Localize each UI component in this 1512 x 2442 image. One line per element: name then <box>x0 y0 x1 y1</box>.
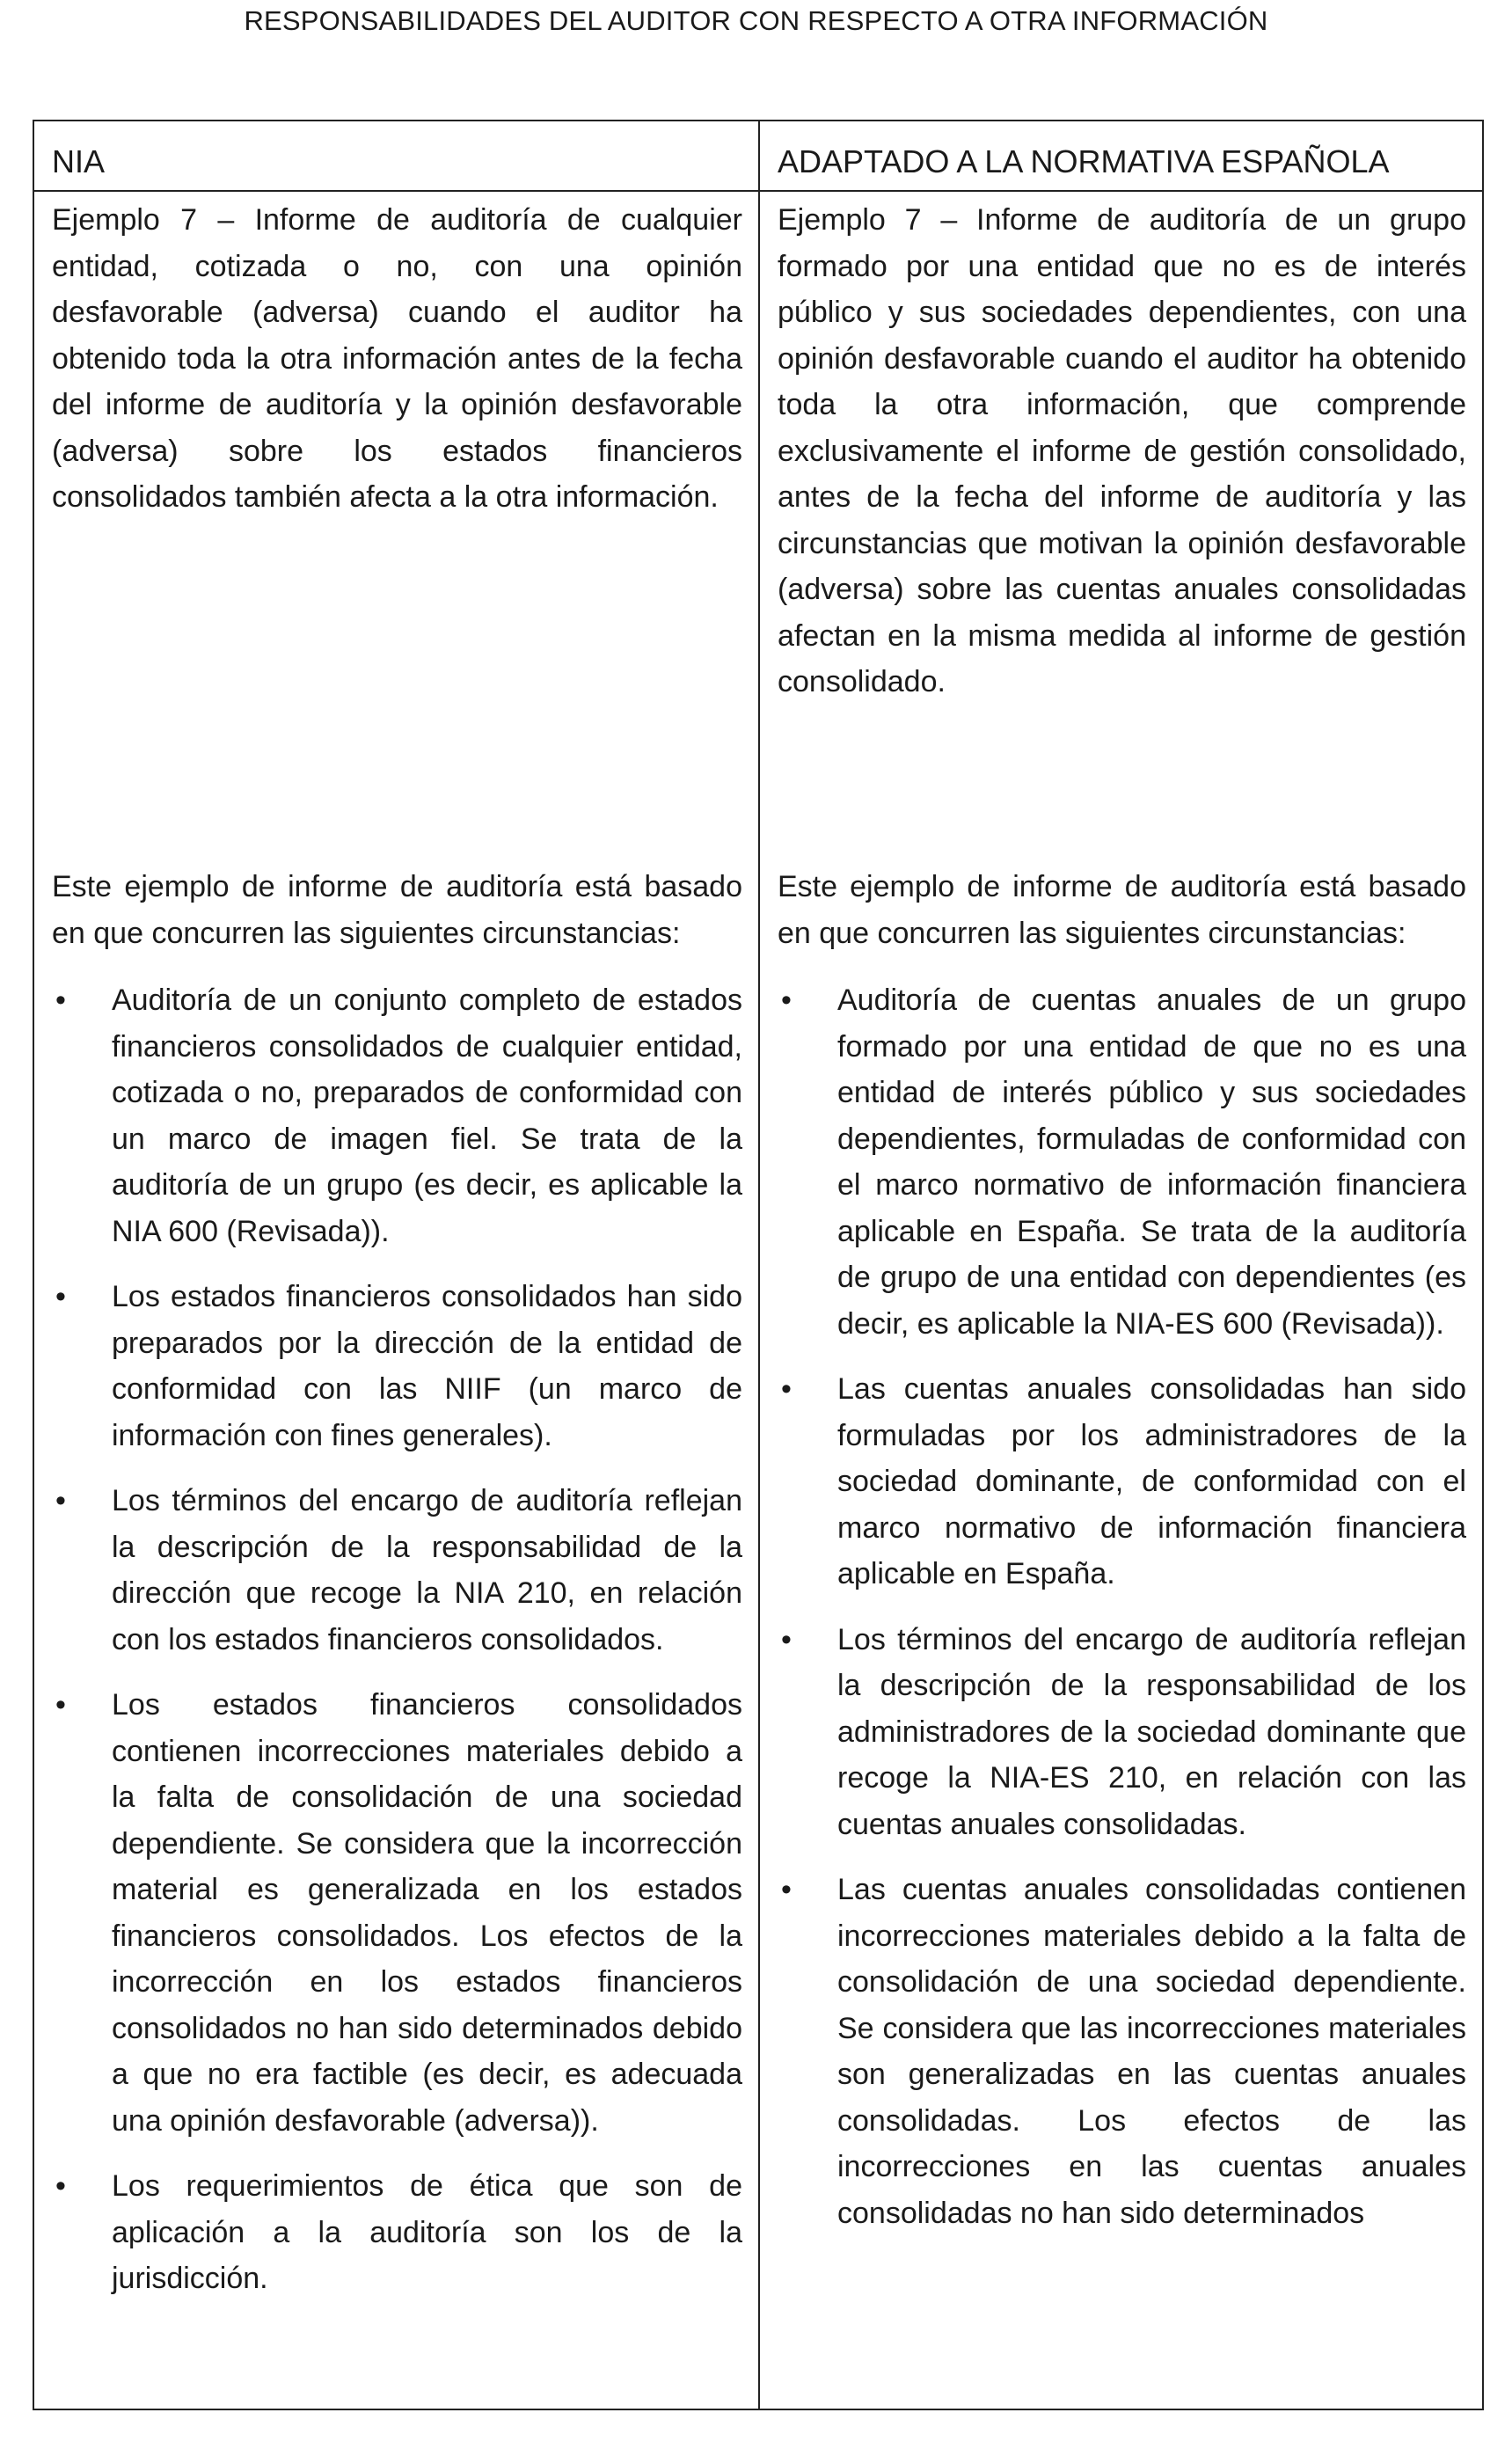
left-intro: Este ejemplo de informe de auditoría está basado en que concurren las siguientes circunstancias: <box>52 870 742 950</box>
bullet-icon: • <box>781 983 792 1017</box>
bullet-text: Auditoría de un conjunto completo de estados financieros consolidados de cualquier entidad, cotizada o no, preparados de conformidad con un marco de imagen fiel. Se trata de la auditoría de un grupo (es decir, es aplicable la NIA 600 (Revisada)). <box>112 983 742 1248</box>
comparison-table <box>33 120 1484 2410</box>
right-bullet-list <box>778 977 1466 2236</box>
right-column-heading: ADAPTADO A LA NORMATIVA ESPAÑOLA <box>760 121 1482 192</box>
list-item <box>52 1274 742 1459</box>
list-item <box>52 1682 742 2144</box>
bullet-text: Las cuentas anuales consolidadas contienen incorrecciones materiales debido a la falta de consolidación de una sociedad dependiente. Se considera que las incorrecciones materiales son generalizadas en las cuentas anuales consolidadas. Los efectos de las incorrecciones en las cuentas anuales consolidadas no han sido determinados <box>837 1873 1466 2230</box>
bullet-icon: • <box>55 1280 66 1313</box>
bullet-text: Los términos del encargo de auditoría reflejan la descripción de la responsabilidad de la dirección que recoge la NIA 210, en relación con los estados financieros consolidados. <box>112 1484 742 1656</box>
bullet-icon: • <box>55 1688 66 1722</box>
list-item <box>52 1478 742 1663</box>
bullet-text: Los términos del encargo de auditoría reflejan la descripción de la responsabilidad de los administradores de la sociedad dominante que recoge la NIA-ES 210, en relación con las cuentas anuales consolidadas. <box>837 1622 1466 1841</box>
left-bullet-list <box>52 977 742 2302</box>
bullet-icon: • <box>781 1622 792 1656</box>
right-column <box>758 121 1482 2409</box>
list-item <box>52 2163 742 2302</box>
left-column-body <box>52 197 742 2302</box>
right-intro: Este ejemplo de informe de auditoría está basado en que concurren las siguientes circunstancias: <box>778 870 1466 950</box>
bullet-icon: • <box>55 983 66 1017</box>
bullet-icon: • <box>55 1484 66 1517</box>
bullet-icon: • <box>781 1873 792 1906</box>
bullet-text: Las cuentas anuales consolidadas han sido formuladas por los administradores de la sociedad dominante, de conformidad con el marco normativo de información financiera aplicable en España. <box>837 1372 1466 1590</box>
bullet-text: Los estados financieros consolidados contienen incorrecciones materiales debido a la falta de consolidación de una sociedad dependiente. Se considera que la incorrección material es generalizada en los estados financieros consolidados. Los efectos de la incorrección en los estados financieros consolidados no han sido determinados debido a que no era factible (es decir, es adecuada una opinión desfavorable (adversa)). <box>112 1688 742 2138</box>
bullet-text: Auditoría de cuentas anuales de un grupo formado por una entidad de que no es una entidad de interés público y sus sociedades dependientes, formuladas de conformidad con el marco normativo de información financiera aplicable en España. Se trata de la auditoría de grupo de una entidad con dependientes (es decir, es aplicable la NIA-ES 600 (Revisada)). <box>837 983 1466 1341</box>
bullet-icon: • <box>781 1372 792 1406</box>
right-example-title: Ejemplo 7 – Informe de auditoría de un grupo formado por una entidad que no es de interés público y sus sociedades dependientes, con una opinión desfavorable cuando el auditor ha obtenido toda la otra información, que comprende exclusivamente el informe de gestión consolidado, antes de la fecha del informe de auditoría y las circunstancias que motivan la opinión desfavorable (adversa) sobre las cuentas anuales consolidadas afectan en la misma medida al informe de gestión consolidado. <box>778 203 1466 698</box>
bullet-text: Los estados financieros consolidados han sido preparados por la dirección de la entidad de conformidad con las NIIF (un marco de información con fines generales). <box>112 1280 742 1452</box>
list-item <box>778 1617 1466 1848</box>
page-header: RESPONSABILIDADES DEL AUDITOR CON RESPECTO A OTRA INFORMACIÓN <box>244 5 1268 36</box>
list-item <box>52 977 742 1254</box>
left-column-heading: NIA <box>34 121 758 192</box>
left-example-title: Ejemplo 7 – Informe de auditoría de cualquier entidad, cotizada o no, con una opinión desfavorable (adversa) cuando el auditor ha obtenido toda la otra información antes de la fecha del informe de auditoría y la opinión desfavorable (adversa) sobre los estados financieros consolidados también afecta a la otra información. <box>52 203 742 514</box>
right-column-body <box>778 197 1466 2236</box>
left-column <box>34 121 758 2409</box>
bullet-icon: • <box>55 2169 66 2203</box>
bullet-text: Los requerimientos de ética que son de aplicación a la auditoría son los de la jurisdicción. <box>112 2169 742 2295</box>
list-item <box>778 1366 1466 1598</box>
list-item <box>778 1867 1466 2236</box>
list-item <box>778 977 1466 1347</box>
